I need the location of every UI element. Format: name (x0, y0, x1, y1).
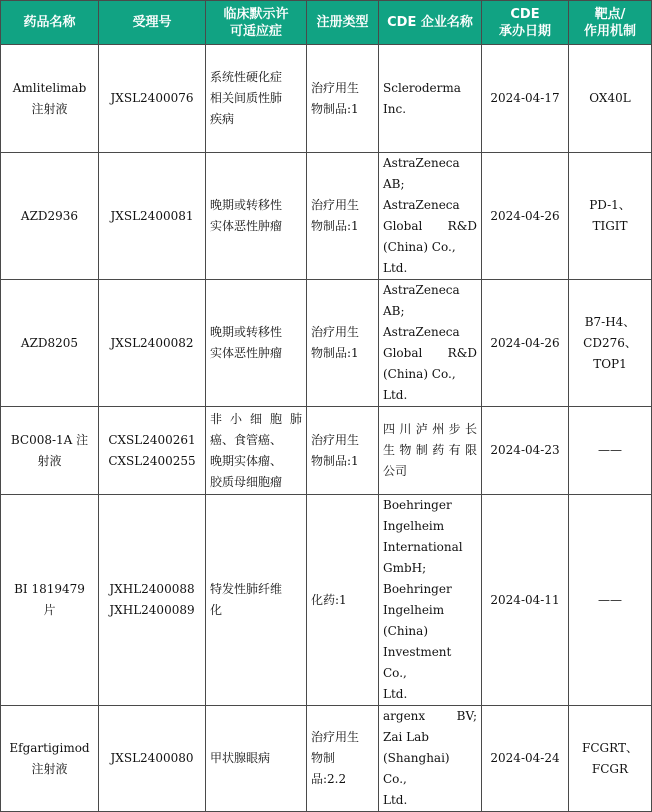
reg-type-line: 治疗用生 (311, 80, 360, 95)
reg-type-line: 治疗用生 (311, 325, 360, 339)
company-line: Ltd. (383, 793, 408, 807)
drug-name-cell (1, 153, 99, 280)
company-line: Ingelheim (383, 603, 445, 617)
drug-name-line: BI 1819479 (14, 582, 85, 596)
table-body (1, 45, 652, 812)
reg-type-line: 物制 (311, 751, 336, 765)
reg-type-line: 物制品:1 (311, 346, 359, 360)
header-date-line2: 承办日期 (498, 23, 551, 39)
reg-type-line: 物制品:1 (311, 219, 359, 233)
company-line: Global R&D (383, 346, 477, 360)
drug-name-line: 注射液 (31, 101, 68, 116)
drug-name-line: 片 (43, 603, 56, 617)
accept-no-cell (99, 280, 206, 407)
company-line: Zai Lab (383, 730, 429, 744)
drug-name-cell (1, 280, 99, 407)
reg-type-cell (307, 407, 379, 495)
accept-no-cell (99, 407, 206, 495)
reg-type-line: 化药:1 (311, 592, 347, 607)
company-cell (379, 45, 482, 153)
reg-type-cell (307, 495, 379, 706)
accept-no-line: CXSL2400261 (108, 432, 196, 447)
accept-no-line: JXSL2400081 (110, 208, 194, 223)
company-line: Ltd. (383, 388, 408, 402)
drug-name-cell (1, 45, 99, 153)
header-indication (206, 1, 307, 45)
indication-line: 胶质母细胞瘤 (210, 474, 283, 489)
indication-line: 非小细胞肺 (210, 411, 302, 426)
accept-no-cell (99, 706, 206, 812)
indication-line: 相关间质性肺 (210, 91, 283, 105)
reg-type-cell (307, 706, 379, 812)
header-indication-line1: 临床默示许 (223, 6, 289, 22)
target-line: PD-1、 (589, 198, 631, 212)
header-target (569, 1, 652, 45)
company-line: AstraZeneca (383, 283, 460, 297)
company-cell (379, 407, 482, 495)
reg-type-line: 品:2.2 (311, 772, 347, 786)
reg-type-line: 治疗用生 (311, 198, 360, 212)
indication-cell (206, 280, 307, 407)
date-cell: 2024-04-26 (482, 280, 569, 407)
drug-name-line: Efgartigimod (9, 740, 90, 755)
target-line: FCGRT、 (582, 740, 638, 755)
company-cell (379, 153, 482, 280)
company-line: (Shanghai) Co., (383, 751, 450, 786)
company-cell (379, 495, 482, 706)
company-line: argenx BV; (383, 709, 477, 723)
company-line: International (383, 540, 463, 554)
header-indication-line2: 可适应症 (229, 23, 282, 39)
company-line: Inc. (383, 101, 407, 116)
indication-line: 实体恶性肿瘤 (210, 346, 283, 360)
reg-type-line: 治疗用生 (311, 432, 360, 447)
accept-no-line: JXHL2400089 (109, 603, 195, 617)
header-date (482, 1, 569, 45)
date-cell: 2024-04-24 (482, 706, 569, 812)
indication-line: 疾病 (210, 112, 235, 126)
indication-cell (206, 407, 307, 495)
drug-name-line: BC008-1A 注 (10, 432, 89, 447)
drug-name-cell (1, 706, 99, 812)
drug-name-cell (1, 407, 99, 495)
indication-line: 晚期或转移性 (210, 198, 283, 212)
company-line: Ltd. (383, 687, 408, 701)
indication-line: 化 (210, 603, 223, 617)
company-line: (China) (383, 624, 428, 638)
target-line: —— (598, 592, 622, 607)
target-line: B7-H4、 (584, 314, 636, 329)
accept-no-line: JXSL2400082 (110, 335, 194, 350)
table-row (1, 706, 652, 812)
company-line: AB; (383, 304, 405, 318)
company-cell (379, 280, 482, 407)
company-line: Boehringer (383, 582, 452, 596)
header-accept-no: 受理号 (99, 1, 206, 45)
target-cell (569, 706, 652, 812)
date-cell: 2024-04-23 (482, 407, 569, 495)
target-cell (569, 495, 652, 706)
target-line: OX40L (589, 91, 631, 105)
target-line: TIGIT (592, 219, 628, 233)
indication-line: 晚期实体瘤、 (210, 453, 283, 468)
indication-line: 晚期或转移性 (210, 325, 283, 339)
reg-type-line: 物制品:1 (311, 101, 359, 116)
target-cell (569, 280, 652, 407)
company-line: AstraZeneca (383, 198, 460, 212)
date-cell: 2024-04-26 (482, 153, 569, 280)
indication-line: 特发性肺纤维 (210, 582, 283, 596)
target-line: FCGR (591, 761, 629, 776)
header-drug-name: 药品名称 (1, 1, 99, 45)
accept-no-line: JXSL2400076 (110, 91, 194, 105)
drug-name-line: AZD8205 (20, 335, 79, 350)
indication-cell (206, 706, 307, 812)
reg-type-cell (307, 280, 379, 407)
table-row (1, 407, 652, 495)
header-date-line1: CDE (510, 6, 540, 22)
company-line: (China) Co., (383, 367, 456, 381)
date-cell: 2024-04-11 (482, 495, 569, 706)
reg-type-line: 物制品:1 (311, 453, 359, 468)
company-line: AstraZeneca (383, 325, 460, 339)
accept-no-line: CXSL2400255 (108, 453, 196, 468)
company-line: (China) Co., (383, 240, 456, 254)
company-line: GmbH; (383, 561, 427, 575)
accept-no-cell (99, 153, 206, 280)
indication-line: 甲状腺眼病 (210, 751, 271, 765)
reg-type-cell (307, 45, 379, 153)
table-row (1, 45, 652, 153)
header-target-line1: 靶点/ (594, 6, 626, 22)
accept-no-cell (99, 45, 206, 153)
company-line: Investment Co., (383, 645, 452, 680)
company-line: Global R&D (383, 219, 477, 233)
company-line: Ingelheim (383, 519, 445, 533)
target-cell (569, 153, 652, 280)
table-row (1, 153, 652, 280)
header-target-line2: 作用机制 (583, 23, 636, 39)
target-line: CD276、 (583, 335, 637, 350)
header-row (1, 1, 652, 45)
header-company: CDE 企业名称 (379, 1, 482, 45)
indication-line: 癌、食管癌、 (210, 432, 283, 447)
accept-no-line: JXSL2400080 (110, 751, 194, 765)
target-cell (569, 407, 652, 495)
reg-type-cell (307, 153, 379, 280)
drug-name-cell (1, 495, 99, 706)
table-row (1, 495, 652, 706)
company-line: AstraZeneca (383, 156, 460, 170)
drug-name-line: AZD2936 (20, 208, 79, 223)
indication-cell (206, 495, 307, 706)
table-row (1, 280, 652, 407)
company-line: Boehringer (383, 498, 452, 512)
indication-cell (206, 153, 307, 280)
indication-cell (206, 45, 307, 153)
indication-line: 实体恶性肿瘤 (210, 219, 283, 233)
indication-line: 系统性硬化症 (210, 70, 283, 84)
target-cell (569, 45, 652, 153)
company-line: Scleroderma (383, 80, 461, 95)
header-reg-type: 注册类型 (307, 1, 379, 45)
company-line: 四川泸州步长 (383, 422, 477, 436)
accept-no-line: JXHL2400088 (109, 582, 195, 596)
drug-name-line: 注射液 (31, 761, 68, 776)
company-line: AB; (383, 177, 405, 191)
accept-no-cell (99, 495, 206, 706)
date-cell: 2024-04-17 (482, 45, 569, 153)
drug-name-line: 射液 (37, 453, 62, 468)
reg-type-line: 治疗用生 (311, 730, 360, 744)
company-cell (379, 706, 482, 812)
company-line: 生物制药有限 (383, 443, 477, 457)
company-line: Ltd. (383, 261, 408, 275)
drug-name-line: Amlitelimab (12, 80, 87, 95)
target-line: —— (598, 443, 622, 457)
company-line: 公司 (383, 464, 408, 478)
target-line: TOP1 (593, 356, 627, 371)
